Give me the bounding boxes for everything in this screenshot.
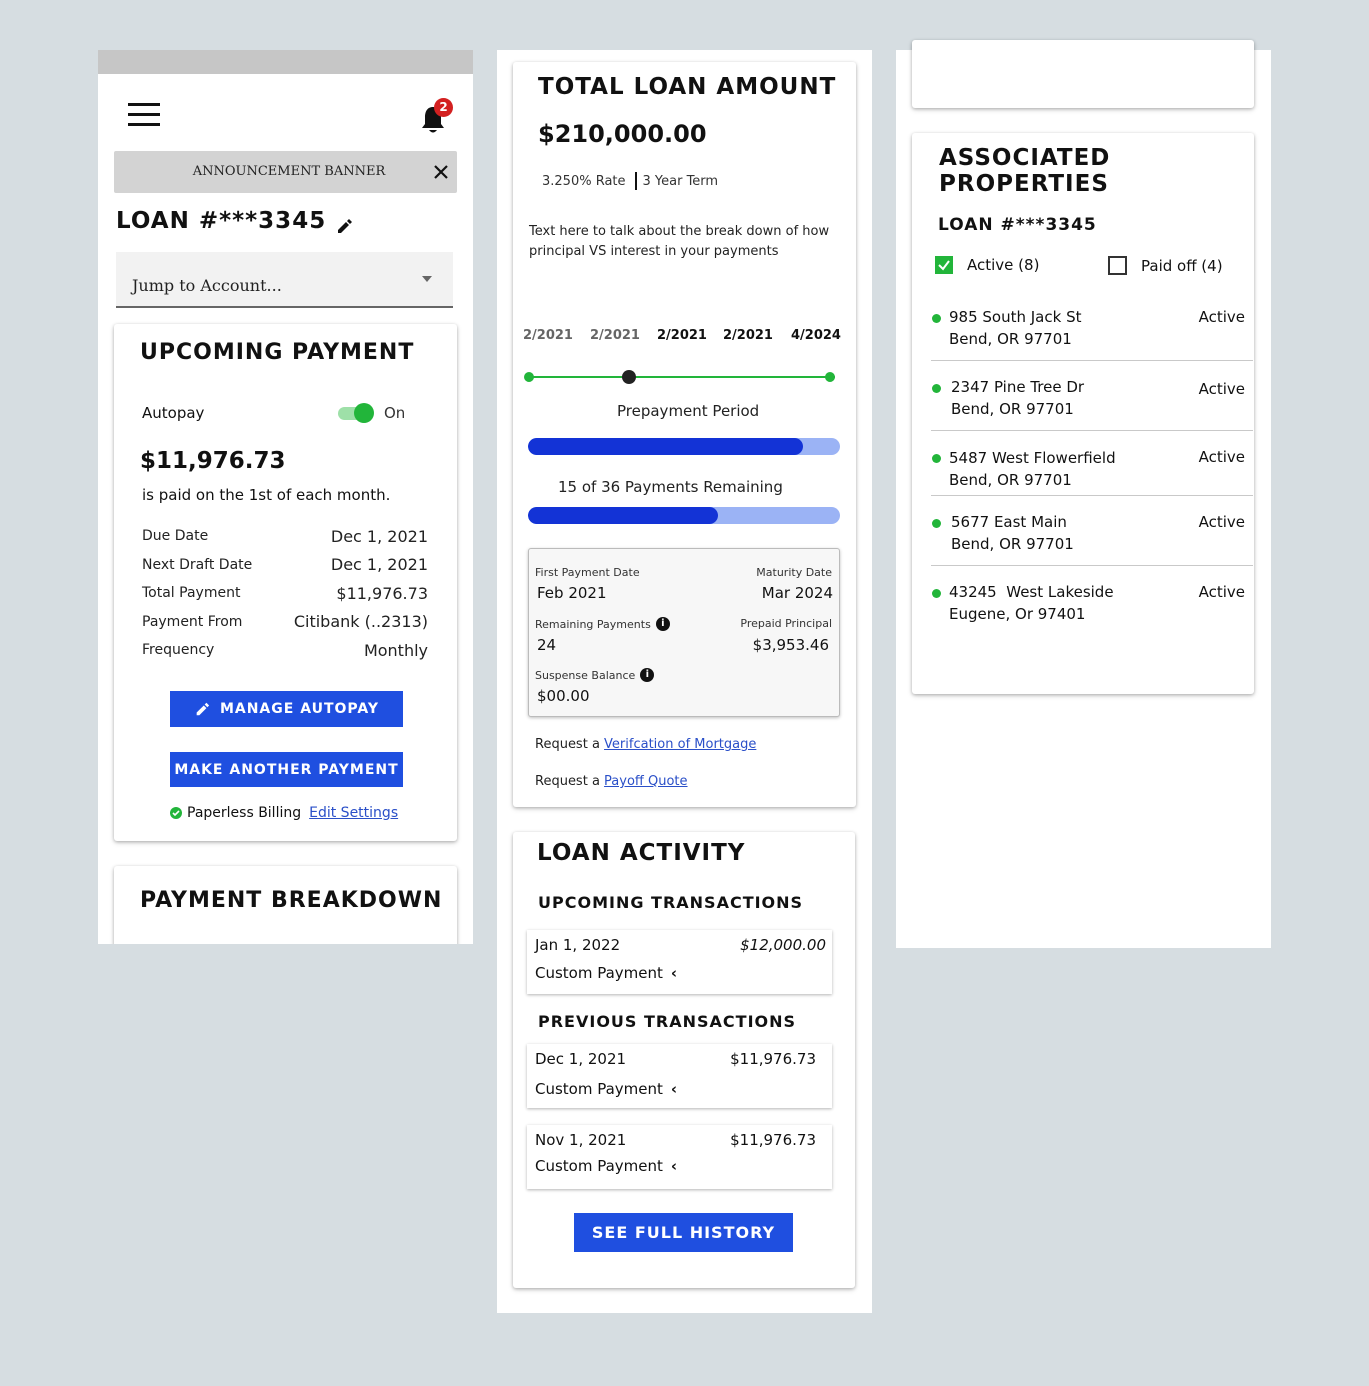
top-cut-card <box>912 40 1254 108</box>
filter-paid-label: Paid off (4) <box>1141 256 1223 275</box>
row-divider <box>931 565 1253 566</box>
suspense-label: Suspense Balance <box>535 668 636 682</box>
property-street[interactable]: 43245 West Lakeside <box>949 583 1114 601</box>
properties-screen <box>896 50 1271 948</box>
breakdown-description: Text here to talk about the break down of how principal VS interest in your payments <box>529 224 830 259</box>
rate-divider <box>635 172 637 190</box>
detail-label: Payment From <box>142 613 243 630</box>
detail-label: Frequency <box>142 642 215 659</box>
loan-title: LOAN #***3345 <box>116 208 327 234</box>
maturity-label: Maturity Date <box>756 566 832 579</box>
property-city: Bend, OR 97701 <box>951 535 1074 553</box>
edit-pencil-icon[interactable] <box>335 217 353 235</box>
loan-rate: 3.250% Rate <box>542 173 626 189</box>
chevron-left-icon[interactable]: ‹ <box>670 964 678 982</box>
detail-row <box>142 579 428 608</box>
remaining-label: Remaining Payments <box>535 617 651 631</box>
loan-details-box <box>528 548 840 717</box>
jump-to-account-select[interactable] <box>116 252 453 308</box>
payoff-request-row <box>535 774 688 789</box>
timeline-line <box>529 376 835 378</box>
info-icon[interactable]: i <box>640 668 654 682</box>
make-another-payment-button[interactable] <box>170 752 403 787</box>
transaction-card[interactable] <box>527 1125 832 1189</box>
status-dot <box>932 589 941 598</box>
properties-title-line1: ASSOCIATED <box>939 145 1111 171</box>
manage-autopay-button[interactable] <box>170 691 403 727</box>
filter-active[interactable] <box>935 256 1039 274</box>
prepayment-progress-bar <box>528 438 840 455</box>
transaction-date: Dec 1, 2021 <box>535 1050 627 1068</box>
maturity-value: Mar 2024 <box>761 584 833 602</box>
properties-title-line2: PROPERTIES <box>939 171 1109 197</box>
property-status: Active <box>1198 308 1245 326</box>
upcoming-transactions-title: UPCOMING TRANSACTIONS <box>538 893 804 912</box>
detail-row <box>142 636 428 665</box>
total-loan-card <box>513 62 856 807</box>
check-circle-icon <box>170 807 182 819</box>
detail-label: Due Date <box>142 528 209 545</box>
transaction-amount: $11,976.73 <box>730 1131 816 1149</box>
detail-row <box>142 608 428 637</box>
timeline-end-dot <box>825 372 835 382</box>
filter-paid-off[interactable] <box>1108 256 1223 275</box>
notification-badge: 2 <box>434 98 453 117</box>
property-city: Bend, OR 97701 <box>949 471 1072 489</box>
detail-value: $11,976.73 <box>336 583 428 603</box>
detail-row <box>142 551 428 580</box>
status-dot <box>932 384 941 393</box>
detail-value: Dec 1, 2021 <box>330 555 428 575</box>
menu-icon[interactable] <box>128 103 160 127</box>
filter-active-label: Active (8) <box>967 256 1040 274</box>
detail-label: Total Payment <box>142 585 241 602</box>
detail-label: Next Draft Date <box>142 556 253 573</box>
close-icon[interactable] <box>432 163 450 181</box>
total-loan-amount: $210,000.00 <box>538 120 707 148</box>
row-divider <box>931 495 1253 496</box>
detail-value: Dec 1, 2021 <box>330 526 428 546</box>
paperless-row <box>170 805 398 821</box>
property-street[interactable]: 5487 West Flowerfield <box>949 449 1116 467</box>
upcoming-payment-title: UPCOMING PAYMENT <box>140 340 415 365</box>
properties-loan: LOAN #***3345 <box>938 215 1097 235</box>
property-status: Active <box>1198 513 1245 531</box>
timeline-date: 2/2021 <box>723 328 773 343</box>
transaction-type-row <box>535 964 677 982</box>
transaction-date: Nov 1, 2021 <box>535 1131 627 1149</box>
autopay-state: On <box>384 404 406 422</box>
row-divider <box>931 430 1253 431</box>
transaction-card[interactable] <box>527 1044 832 1108</box>
payment-amount: $11,976.73 <box>140 448 286 474</box>
previous-transactions-title: PREVIOUS TRANSACTIONS <box>538 1012 797 1031</box>
verification-link[interactable]: Verifcation of Mortgage <box>604 737 757 752</box>
property-status: Active <box>1198 583 1245 601</box>
payment-breakdown-title: PAYMENT BREAKDOWN <box>140 888 443 913</box>
request-prefix: Request a <box>535 774 600 789</box>
transaction-type-row <box>535 1080 677 1098</box>
see-full-history-label: SEE FULL HISTORY <box>591 1223 776 1242</box>
transaction-date: Jan 1, 2022 <box>535 936 621 954</box>
info-icon[interactable]: i <box>656 617 670 631</box>
edit-settings-link[interactable]: Edit Settings <box>309 805 399 821</box>
timeline-date: 2/2021 <box>590 328 640 343</box>
timeline-start-dot <box>524 372 534 382</box>
loan-details-screen <box>497 50 872 1313</box>
chevron-down-icon <box>422 276 432 282</box>
loan-activity-title: LOAN ACTIVITY <box>537 840 746 866</box>
first-payment-value: Feb 2021 <box>537 584 607 602</box>
payments-remaining-label: 15 of 36 Payments Remaining <box>558 478 783 496</box>
paperless-label: Paperless Billing <box>187 805 302 821</box>
payoff-quote-link[interactable]: Payoff Quote <box>604 774 688 789</box>
suspense-label-row <box>535 668 654 682</box>
verification-request-row <box>535 737 756 752</box>
total-loan-title: TOTAL LOAN AMOUNT <box>538 74 837 100</box>
transaction-type: Custom Payment <box>535 964 663 982</box>
prepaid-label: Prepaid Principal <box>740 617 832 630</box>
announcement-banner <box>114 151 457 193</box>
banner-text: ANNOUNCEMENT BANNER <box>192 164 386 179</box>
prepayment-label: Prepayment Period <box>617 402 760 420</box>
property-city: Bend, OR 97701 <box>949 330 1072 348</box>
status-dot <box>932 519 941 528</box>
associated-properties-card <box>912 133 1254 694</box>
payments-progress-bar <box>528 507 840 524</box>
prepayment-progress-fill <box>528 438 803 455</box>
transaction-amount: $11,976.73 <box>730 1050 816 1068</box>
detail-value: Citibank (..2313) <box>293 612 428 632</box>
payment-breakdown-card <box>114 866 457 944</box>
timeline-current-dot <box>622 370 636 384</box>
timeline-date: 2/2021 <box>657 328 707 343</box>
timeline-dates <box>523 328 848 346</box>
autopay-label: Autopay <box>142 404 205 422</box>
timeline <box>524 370 842 384</box>
status-dot <box>932 454 941 463</box>
checkbox-empty-icon[interactable] <box>1108 256 1127 275</box>
detail-value: Monthly <box>363 640 428 660</box>
autopay-toggle[interactable] <box>338 402 376 424</box>
timeline-date: 4/2024 <box>791 328 841 343</box>
jump-select-value: Jump to Account... <box>132 276 282 295</box>
timeline-date: 2/2021 <box>523 328 573 343</box>
row-divider <box>931 360 1253 361</box>
mobile-screen <box>98 50 473 944</box>
loan-term: 3 Year Term <box>642 173 719 189</box>
manage-autopay-label: MANAGE AUTOPAY <box>219 701 380 717</box>
loan-activity-card <box>513 832 855 1288</box>
chevron-left-icon[interactable]: ‹ <box>670 1157 678 1175</box>
property-status: Active <box>1198 448 1245 466</box>
status-bar <box>98 50 473 74</box>
property-status: Active <box>1198 380 1245 398</box>
upcoming-payment-card <box>114 324 457 841</box>
property-city: Eugene, Or 97401 <box>949 605 1086 623</box>
make-payment-label: MAKE ANOTHER PAYMENT <box>174 761 399 778</box>
remaining-value: 24 <box>537 636 557 654</box>
payment-amount-note: is paid on the 1st of each month. <box>142 486 391 504</box>
transaction-type: Custom Payment <box>535 1080 663 1098</box>
request-prefix: Request a <box>535 737 600 752</box>
first-payment-label: First Payment Date <box>535 566 640 579</box>
properties-title <box>939 145 1110 197</box>
transaction-card[interactable] <box>527 930 832 994</box>
see-full-history-button[interactable] <box>574 1213 793 1252</box>
pencil-icon <box>194 701 210 717</box>
suspense-value: $00.00 <box>537 687 590 705</box>
detail-row <box>142 522 428 551</box>
status-dot <box>932 314 941 323</box>
property-city: Bend, OR 97701 <box>951 400 1074 418</box>
checkbox-checked-icon[interactable] <box>935 256 953 274</box>
property-street[interactable]: 2347 Pine Tree Dr <box>951 378 1085 396</box>
rate-term-row <box>542 172 718 190</box>
transaction-type: Custom Payment <box>535 1157 663 1175</box>
prepaid-value: $3,953.46 <box>752 636 829 654</box>
transaction-amount: $12,000.00 <box>740 936 826 954</box>
payment-details-list <box>142 522 428 665</box>
chevron-left-icon[interactable]: ‹ <box>670 1080 678 1098</box>
property-street[interactable]: 985 South Jack St <box>949 308 1082 326</box>
property-street[interactable]: 5677 East Main <box>951 513 1067 531</box>
remaining-label-row <box>535 617 670 631</box>
transaction-type-row <box>535 1157 677 1175</box>
payments-progress-fill <box>528 507 718 524</box>
